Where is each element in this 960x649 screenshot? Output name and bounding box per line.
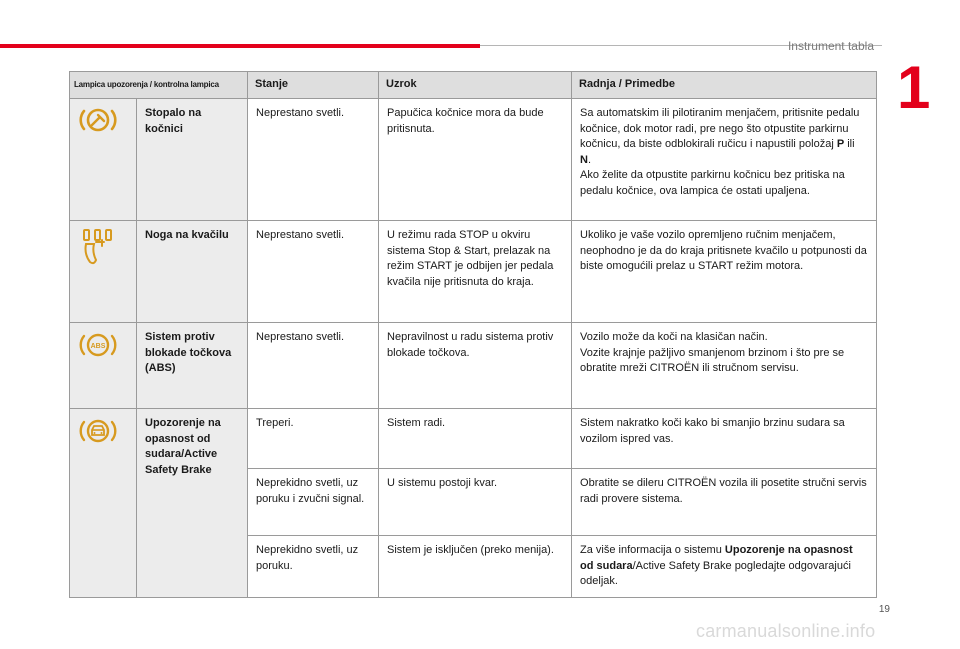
remarks-text: Vozilo može da koči na klasičan način. (580, 331, 768, 343)
lamp-remarks (572, 536, 877, 598)
lamp-cause: Sistem radi. (379, 409, 572, 469)
lamp-state: Treperi. (248, 409, 379, 469)
icon-cell (70, 99, 137, 221)
table-row (70, 221, 877, 323)
lamp-remarks: Obratite se dileru CITROËN vozila ili posetite stručni servis radi provere sistema. (572, 469, 877, 536)
lamp-name: Stopalo na kočnici (137, 99, 248, 221)
remarks-text: /Active Safety Brake pogledajte odgovarajući odeljak. (580, 559, 851, 587)
lamp-name: Sistem protiv blokade točkova (ABS) (137, 323, 248, 409)
lamp-remarks: Sistem nakratko koči kako bi smanjio brzinu sudara sa vozilom ispred vas. (572, 409, 877, 469)
remarks-text: . (587, 153, 592, 166)
remarks-text: Za više informacija o sistemu (580, 544, 725, 556)
lamp-name: Noga na kvačilu (137, 221, 248, 323)
brake-pedal-warning-icon (78, 106, 118, 134)
remarks-text: Vozite krajnje pažljivo smanjenom brzinom i što pre se obratite mreži CITROËN ili stručnom servisu. (580, 346, 845, 374)
abs-warning-icon (78, 330, 118, 360)
lamp-cause: Nepravilnost u radu sistema protiv blokade točkova. (379, 323, 572, 409)
lamp-remarks (572, 99, 877, 221)
table-row (70, 409, 877, 469)
lamp-cause: Papučica kočnice mora da bude pritisnuta. (379, 99, 572, 221)
lamp-state: Neprestano svetli. (248, 323, 379, 409)
chapter-number: 1 (897, 54, 931, 121)
lamp-cause: U režimu rada STOP u okviru sistema Stop & Start, prelazak na režim START je odbijen jer pedala kvačila nije pritisnuta do kraja. (379, 221, 572, 323)
lamp-state: Neprekidno svetli, uz poruku i zvučni signal. (248, 469, 379, 536)
icon-cell (70, 409, 137, 598)
table-row (70, 323, 877, 409)
remarks-text: ili (844, 138, 855, 150)
icon-cell (70, 323, 137, 409)
column-header-state: Stanje (248, 72, 379, 99)
page-number: 19 (878, 604, 890, 615)
gear-position-n: N (580, 153, 588, 166)
header-red-bar (0, 44, 480, 48)
lamp-cause: Sistem je isključen (preko menija). (379, 536, 572, 598)
column-header-lamp: Lampica upozorenja / kontrolna lampica (70, 72, 248, 99)
warning-lamps-table (69, 71, 877, 598)
section-title: Instrument tabla (787, 39, 874, 53)
remarks-text: Ako želite da otpustite parkirnu kočnicu bez pritiska na pedalu kočnice, ova lampica će ostati upaljena. (580, 169, 845, 197)
collision-warning-icon (78, 416, 118, 446)
column-header-cause: Uzrok (379, 72, 572, 99)
column-header-remarks: Radnja / Primedbe (572, 72, 877, 99)
lamp-state: Neprekidno svetli, uz poruku. (248, 536, 379, 598)
watermark: carmanualsonline.info (696, 621, 876, 641)
table-header-row (70, 72, 877, 99)
icon-cell (70, 221, 137, 323)
lamp-name: Upozorenje na opasnost od sudara/Active Safety Brake (137, 409, 248, 598)
remarks-bold-link: Upozorenje na opasnost od sudara (580, 544, 853, 572)
lamp-remarks: Ukoliko je vaše vozilo opremljeno ručnim menjačem, neophodno je da do kraja pritisnete kvačilo u potpunosti da biste omogućili prelaz u START režim motora. (572, 221, 877, 323)
abs-icon-text: ABS (90, 343, 106, 350)
lamp-state: Neprestano svetli. (248, 221, 379, 323)
foot-on-clutch-icon (78, 228, 118, 266)
remarks-text: Sa automatskim ili pilotiranim menjačem, pritisnite pedalu kočnice, dok motor radi, pre nego što otpustite parkirnu kočnicu, da biste odblokirali ručicu i napustili položaj (580, 107, 860, 150)
lamp-state: Neprestano svetli. (248, 99, 379, 221)
lamp-cause: U sistemu postoji kvar. (379, 469, 572, 536)
table-row (70, 99, 877, 221)
lamp-remarks (572, 323, 877, 409)
gear-position-p: P (836, 138, 845, 150)
